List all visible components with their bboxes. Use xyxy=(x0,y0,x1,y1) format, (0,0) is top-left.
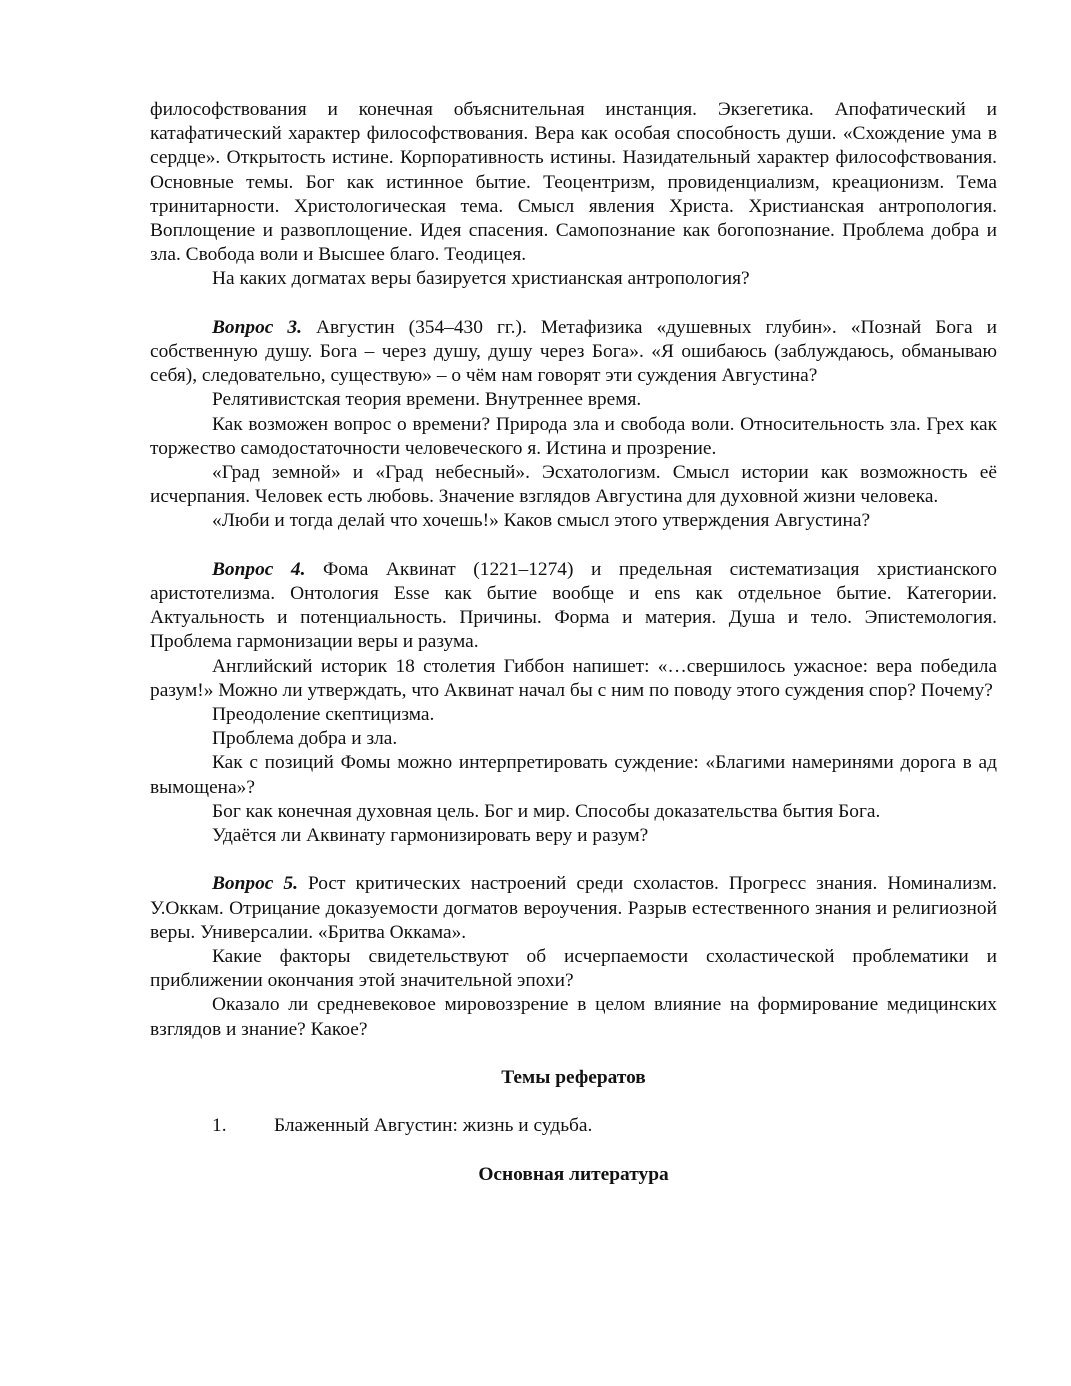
essay-list-item xyxy=(150,1114,997,1138)
question-4-p3: Проблема добра и зла. xyxy=(212,728,398,750)
question-4-label: Вопрос 4. xyxy=(212,558,306,580)
spacer xyxy=(150,1090,997,1114)
question-3-p3: «Град земной» и «Град небесный». Эсхатологизм. Смысл истории как возможность её исчерпания. Человек есть любовь. Значение взглядов Августина для духовной жизни человека. xyxy=(150,462,997,508)
question-5-text: Рост критических настроений среди схоластов. Прогресс знания. Номинализм. У.Оккам. Отрицание доказуемости догматов вероучения. Разрыв естественного знания и религиозной веры. Универсалии. «Бритва Оккама». xyxy=(150,873,998,943)
question-4-text: Фома Аквинат (1221–1274) и предельная систематизация христианского аристотелизма. Онтология Esse как бытие вообще и ens как отдельное бытие. Категории. Актуальность и потенциальность. Причины. Форма и материя. Душа и тело. Эпистемология. Проблема гармонизации веры и разума. xyxy=(150,558,997,653)
question-4-p5: Бог как конечная духовная цель. Бог и мир. Способы доказательства бытия Бога. xyxy=(212,800,881,822)
essay-list-number: 1. xyxy=(212,1115,227,1137)
intro-question: На каких догматах веры базируется христианская антропология? xyxy=(212,268,750,290)
question-3-p2: Как возможен вопрос о времени? Природа зла и свобода воли. Относительность зла. Грех как торжество самодостаточности человеческого я. Истина и прозрение. xyxy=(150,413,997,459)
question-5-paragraph xyxy=(150,872,997,945)
question-3-paragraph xyxy=(150,316,997,389)
question-4-p2: Преодоление скептицизма. xyxy=(212,704,435,726)
question-5-p2: Оказало ли средневековое мировоззрение в целом влияние на формирование медицинских взглядов и знание? Какое? xyxy=(150,994,997,1040)
essay-list-text: Блаженный Августин: жизнь и судьба. xyxy=(274,1115,593,1137)
essays-heading: Темы рефератов xyxy=(501,1067,646,1089)
spacer xyxy=(150,1139,997,1163)
spacer xyxy=(150,292,997,316)
question-3-p4: «Люби и тогда делай что хочешь!» Каков смысл этого утверждения Августина? xyxy=(212,510,871,532)
question-3-p1: Релятивистская теория времени. Внутреннее время. xyxy=(212,389,642,411)
question-4-paragraph xyxy=(150,558,997,655)
question-5-label: Вопрос 5. xyxy=(212,873,298,895)
question-3-text: Августин (354–430 гг.). Метафизика «душевных глубин». «Познай Бога и собственную душу. Бога – через душу, душу через Бога». «Я ошибаюсь (заблуждаюсь, обманываю себя), следовательно, существую» – о чём нам говорят эти суждения Августина? xyxy=(150,316,997,387)
literature-heading: Основная литература xyxy=(478,1163,669,1185)
question-4-p6: Удаётся ли Аквинату гармонизировать веру и разум? xyxy=(212,825,649,847)
spacer xyxy=(150,848,997,872)
question-4-p1: Английский историк 18 столетия Гиббон напишет: «…свершилось ужасное: вера победила разум!» Можно ли утверждать, что Аквинат начал бы с ним по поводу этого суждения спор? Почему? xyxy=(150,655,997,701)
question-5-p1: Какие факторы свидетельствуют об исчерпаемости схоластической проблематики и приближении окончания этой значительной эпохи? xyxy=(150,946,997,992)
document-page xyxy=(150,98,997,1187)
spacer xyxy=(150,1042,997,1066)
question-4-p4: Как с позиций Фомы можно интерпретировать суждение: «Благими намеринями дорога в ад вымощена»? xyxy=(150,752,997,798)
question-3-label: Вопрос 3. xyxy=(212,316,302,338)
spacer xyxy=(150,534,997,558)
intro-paragraph: философствования и конечная объяснительная инстанция. Экзегетика. Апофатический и катафатический характер философствования. Вера как особая способность души. «Схождение ума в сердце». Открытость истине. Корпоративность истины. Назидательный характер философствования. Основные темы. Бог как истинное бытие. Теоцентризм, провиденциализм, креационизм. Тема тринитарности. Христологическая тема. Смысл явления Христа. Христианская антропология. Воплощение и развоплощение. Идея спасения. Самопознание как богопознание. Проблема добра и зла. Свобода воли и Высшее благо. Теодицея. xyxy=(150,99,997,266)
